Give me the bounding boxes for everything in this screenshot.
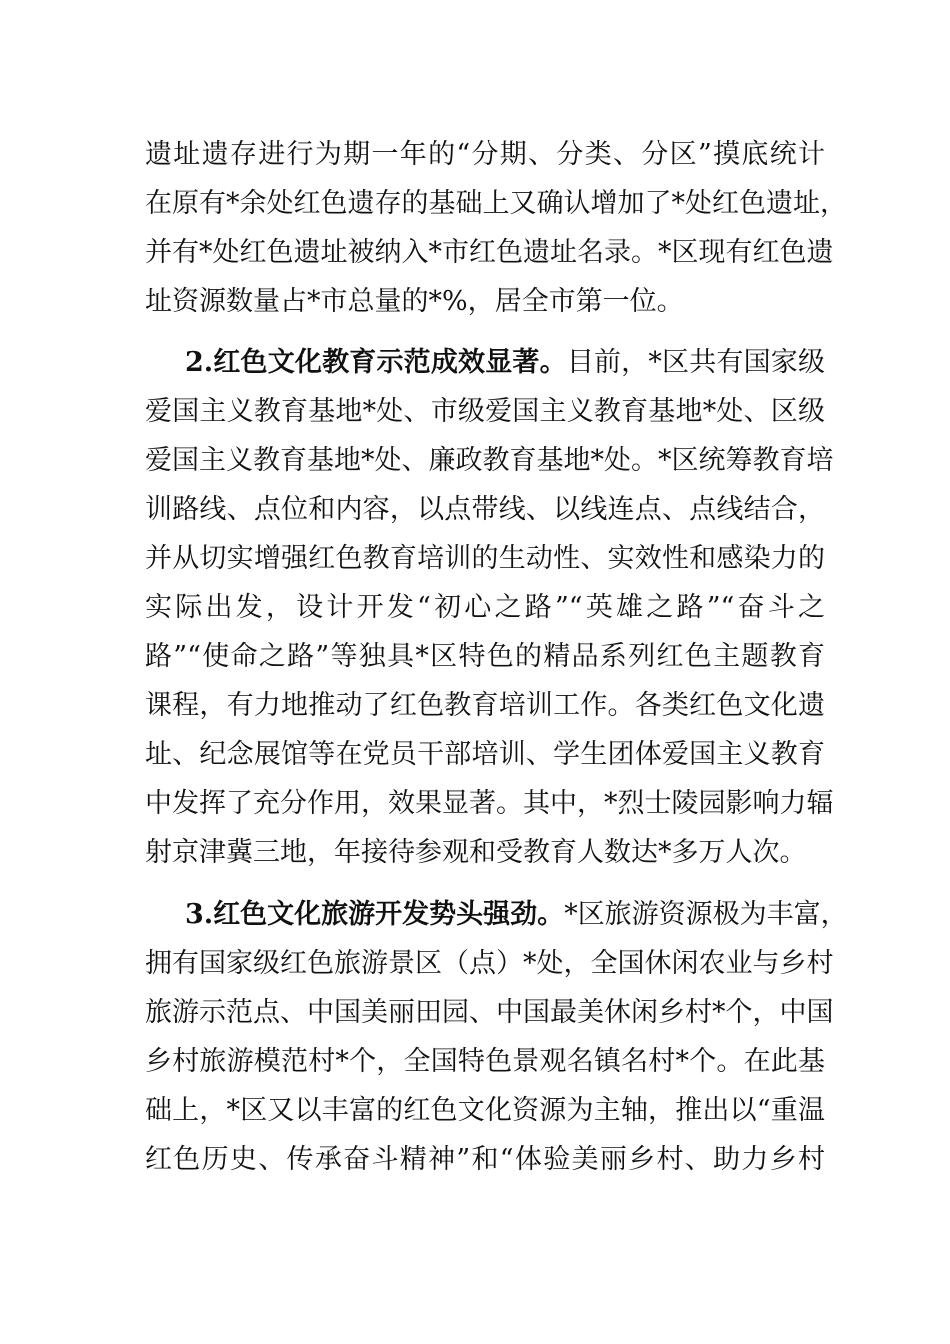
body-line: 课程，有力地推动了红色教育培训工作。各类红色文化遗 <box>145 690 825 721</box>
body-line: 并从切实增强红色教育培训的生动性、实效性和感染力的 <box>145 543 825 574</box>
section-3-text: *区旅游资源极为丰富， <box>564 899 848 930</box>
body-line: 在原有*余处红色遗存的基础上又确认增加了*处红色遗址， <box>145 188 847 219</box>
body-line: 遗址遗存进行为期一年的“分期、分类、分区”摸底统计 <box>145 139 825 170</box>
body-line: 乡村旅游模范村*个，全国特色景观名镇名村*个。在此基 <box>145 1046 825 1077</box>
body-line: 红色历史、传承奋斗精神”和“体验美丽乡村、助力乡村 <box>145 1144 825 1175</box>
body-line: 路”“使命之路”等独具*区特色的精品系列红色主题教育 <box>145 641 825 672</box>
body-line: 拥有国家级红色旅游景区（点）*处，全国休闲农业与乡村 <box>145 948 834 979</box>
section-2-text: 目前，*区共有国家级 <box>566 347 825 378</box>
body-line: 实际出发，设计开发“初心之路”“英雄之路”“奋斗之 <box>145 592 825 623</box>
section-2-heading: 红色文化教育示范成效显著。 <box>213 347 567 378</box>
section-3-number: 3. <box>185 899 214 930</box>
body-line: 爱国主义教育基地*处、市级爱国主义教育基地*处、区级 <box>145 396 825 427</box>
body-line: 射京津冀三地，年接待参观和受教育人数达*多万人次。 <box>145 837 807 868</box>
body-line: 训路线、点位和内容，以点带线、以线连点、点线结合， <box>145 494 825 525</box>
section-3-heading: 红色文化旅游开发势头强劲。 <box>213 899 565 930</box>
body-line: 中发挥了充分作用，效果显著。其中，*烈士陵园影响力辐 <box>145 788 834 819</box>
body-line: 址资源数量占*市总量的*%，居全市第一位。 <box>145 286 684 317</box>
body-line: 础上，*区又以丰富的红色文化资源为主轴，推出以“重温 <box>145 1095 825 1126</box>
body-line: 爱国主义教育基地*处、廉政教育基地*处。*区统筹教育培 <box>145 445 834 476</box>
section-2-first-line <box>185 345 825 381</box>
body-line: 并有*处红色遗址被纳入*市红色遗址名录。*区现有红色遗 <box>145 237 834 268</box>
body-line: 旅游示范点、中国美丽田园、中国最美休闲乡村*个，中国 <box>145 997 834 1028</box>
section-2-number: 2. <box>185 347 214 378</box>
section-3-first-line <box>185 897 848 933</box>
body-line: 址、纪念展馆等在党员干部培训、学生团体爱国主义教育 <box>145 739 825 770</box>
